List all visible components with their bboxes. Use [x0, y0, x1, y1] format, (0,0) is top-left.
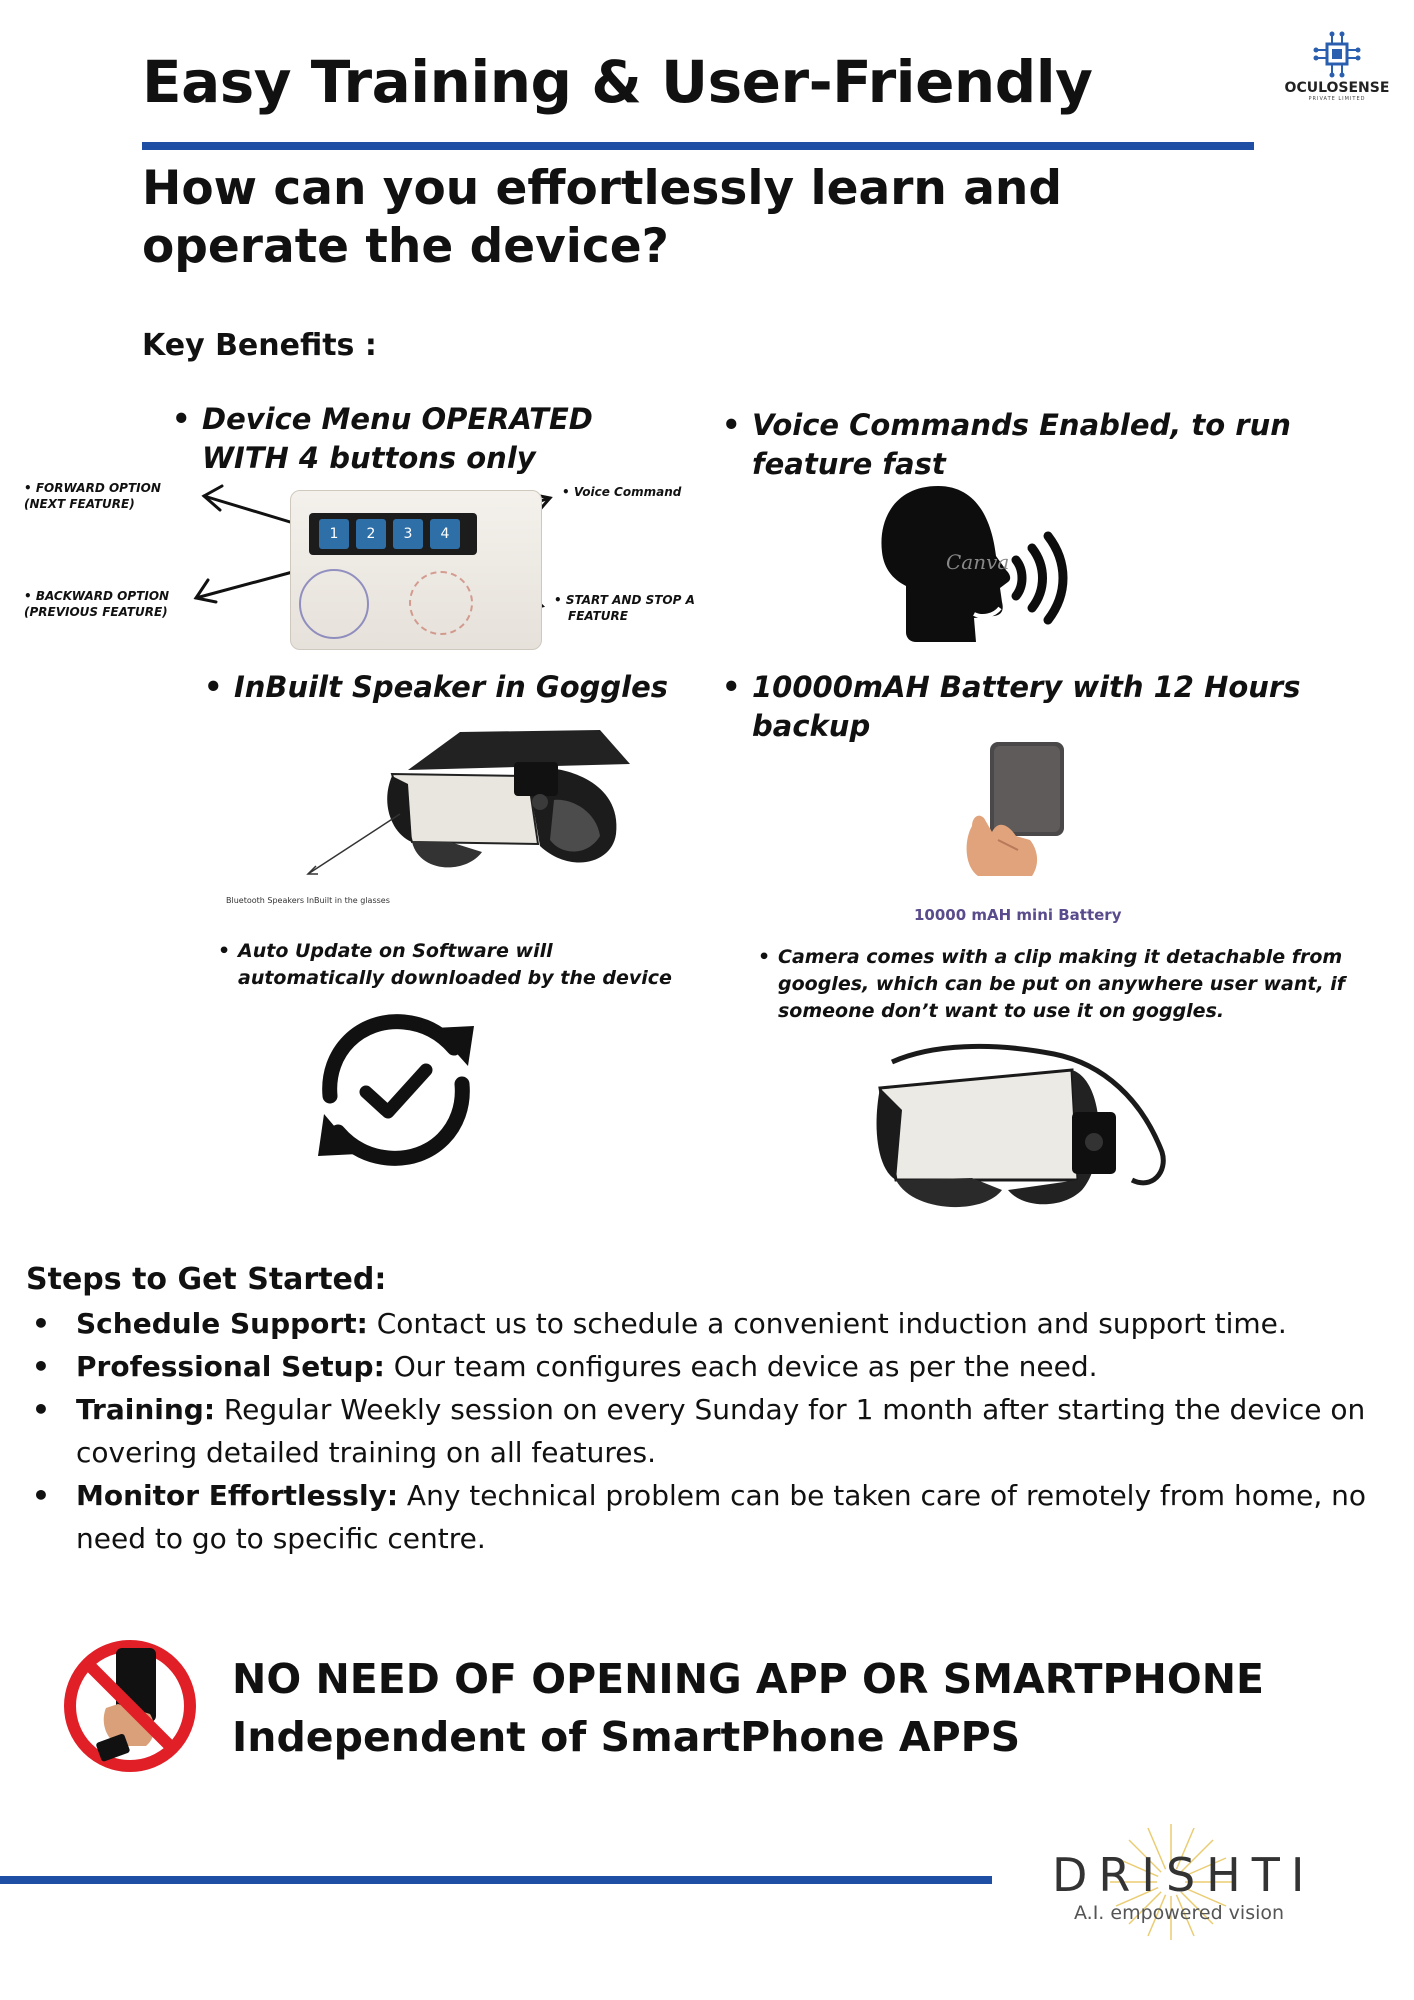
button-panel [309, 513, 477, 555]
voice-command-label: • Voice Command [562, 485, 682, 499]
list-item: • Training: Regular Weekly session on every Sunday for 1 month after starting the device on covering detailed training on all features. [76, 1388, 1396, 1474]
drishti-brand: DRISHTI [1052, 1848, 1316, 1902]
no-app-line-1: NO NEED OF OPENING APP OR SMARTPHONE [232, 1655, 1265, 1703]
speaker-benefit-title: • InBuilt Speaker in Goggles [204, 670, 669, 704]
device-seal-right-icon [409, 571, 473, 635]
steps-list [76, 1302, 1396, 1560]
footer-divider [0, 1876, 992, 1884]
forward-option-label: • FORWARD OPTION (NEXT FEATURE) [24, 481, 161, 511]
no-app-message [232, 1650, 1264, 1766]
list-item: • Schedule Support: Contact us to schedule a convenient induction and support time. [76, 1302, 1396, 1345]
sync-check-icon [308, 1004, 484, 1176]
battery-in-hand-image [960, 740, 1070, 880]
logo-sub: PRIVATE LIMITED [1308, 96, 1366, 102]
logo-name: OCULOSENSE [1284, 80, 1390, 96]
chip-circuit-icon [1310, 30, 1364, 80]
speaker-caption: Bluetooth Speakers InBuilt in the glasses [226, 896, 390, 905]
list-item: • Professional Setup: Our team configures each device as per the need. [76, 1345, 1396, 1388]
drishti-tagline: A.I. empowered vision [1074, 1902, 1285, 1924]
menu-button-2[interactable]: 2 [356, 519, 386, 549]
menu-button-3[interactable]: 3 [393, 519, 423, 549]
menu-device-image [290, 490, 542, 650]
key-benefits-heading: Key Benefits : [142, 328, 377, 363]
page-title: Easy Training & User-Friendly [142, 48, 1093, 116]
list-item: • Monitor Effortlessly: Any technical problem can be taken care of remotely from home, no need to go to specific centre. [76, 1474, 1396, 1560]
device-seal-left-icon [299, 569, 369, 639]
camera-goggles-image [872, 1040, 1172, 1220]
battery-caption: 10000 mAH mini Battery [914, 906, 1122, 924]
steps-title: Steps to Get Started: [26, 1262, 387, 1297]
canva-watermark: Canva [946, 550, 1010, 574]
no-app-line-2: Independent of SmartPhone APPS [232, 1713, 1021, 1761]
start-stop-label: • START AND STOP A FEATURE [554, 593, 695, 623]
no-smartphone-icon [62, 1638, 198, 1774]
oculosense-logo [1272, 30, 1402, 110]
menu-benefit-title: • Device Menu OPERATED WITH 4 buttons only [172, 402, 593, 475]
page-subtitle: How can you effortlessly learn and operate the device? [142, 161, 1063, 274]
camera-clip-text: • Camera comes with a clip making it detachable from googles, which can be put on anywhere user want, if someone don’t want to use it on goggles. [758, 946, 1346, 1022]
goggles-image [300, 724, 630, 894]
menu-button-1[interactable]: 1 [319, 519, 349, 549]
menu-button-4[interactable]: 4 [430, 519, 460, 549]
battery-benefit-title: • 10000mAH Battery with 12 Hours backup [722, 670, 1301, 743]
backward-option-label: • BACKWARD OPTION (PREVIOUS FEATURE) [24, 589, 170, 619]
auto-update-text: • Auto Update on Software will automatically downloaded by the device [218, 940, 672, 989]
voice-benefit-title: • Voice Commands Enabled, to run feature fast [722, 408, 1291, 481]
header-divider [142, 142, 1254, 150]
